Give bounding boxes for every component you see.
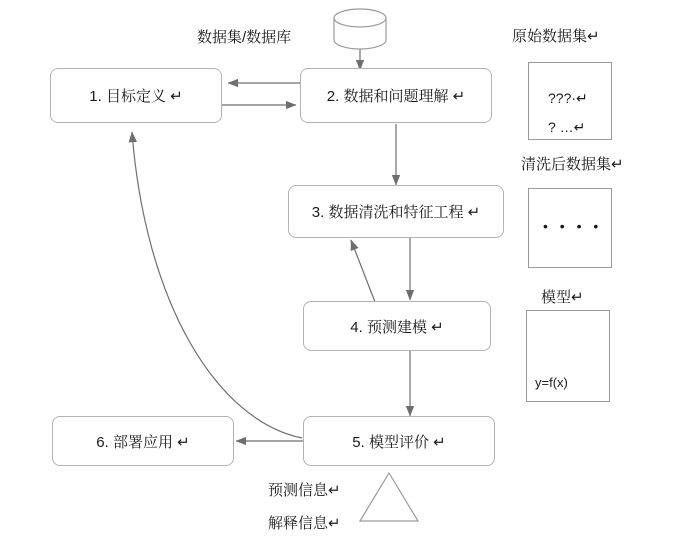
node-label: 3. 数据清洗和特征工程 ↵ (311, 204, 481, 221)
label-raw-dataset: 原始数据集↵ (512, 28, 600, 45)
label-explanation-info: 解释信息↵ (268, 515, 341, 532)
node-data-problem-understanding[interactable] (300, 68, 492, 123)
node-label: 6. 部署应用 ↵ (96, 433, 190, 451)
node-label: 4. 预测建模 ↵ (350, 318, 444, 336)
node-model-evaluation[interactable] (303, 416, 495, 466)
node-label: 2. 数据和问题理解 ↵ (326, 88, 466, 105)
model-formula: y=f(x) (535, 375, 568, 390)
node-label: 1. 目标定义 ↵ (89, 88, 183, 105)
node-label: 5. 模型评价 ↵ (352, 433, 446, 451)
node-deployment-application[interactable] (52, 416, 234, 466)
database-cylinder-icon (334, 9, 386, 49)
label-cleaned-dataset: 清洗后数据集↵ (521, 156, 624, 173)
node-predictive-modeling[interactable] (303, 301, 491, 351)
node-data-cleaning-feature-engineering[interactable] (288, 185, 504, 238)
raw-dataset-row-2: ? …↵ (548, 119, 586, 135)
node5-to-node1-connector (132, 132, 302, 438)
label-model: 模型↵ (541, 289, 584, 306)
raw-dataset-row-1: ???·↵ (548, 90, 588, 106)
label-database: 数据集/数据库 (197, 29, 292, 46)
output-triangle (360, 473, 418, 521)
cleaned-dataset-dots: • • • • (543, 218, 603, 234)
label-prediction-info: 预测信息↵ (268, 482, 341, 499)
node-goal-definition[interactable] (50, 68, 222, 123)
node4-to-node3-connector (351, 240, 375, 302)
